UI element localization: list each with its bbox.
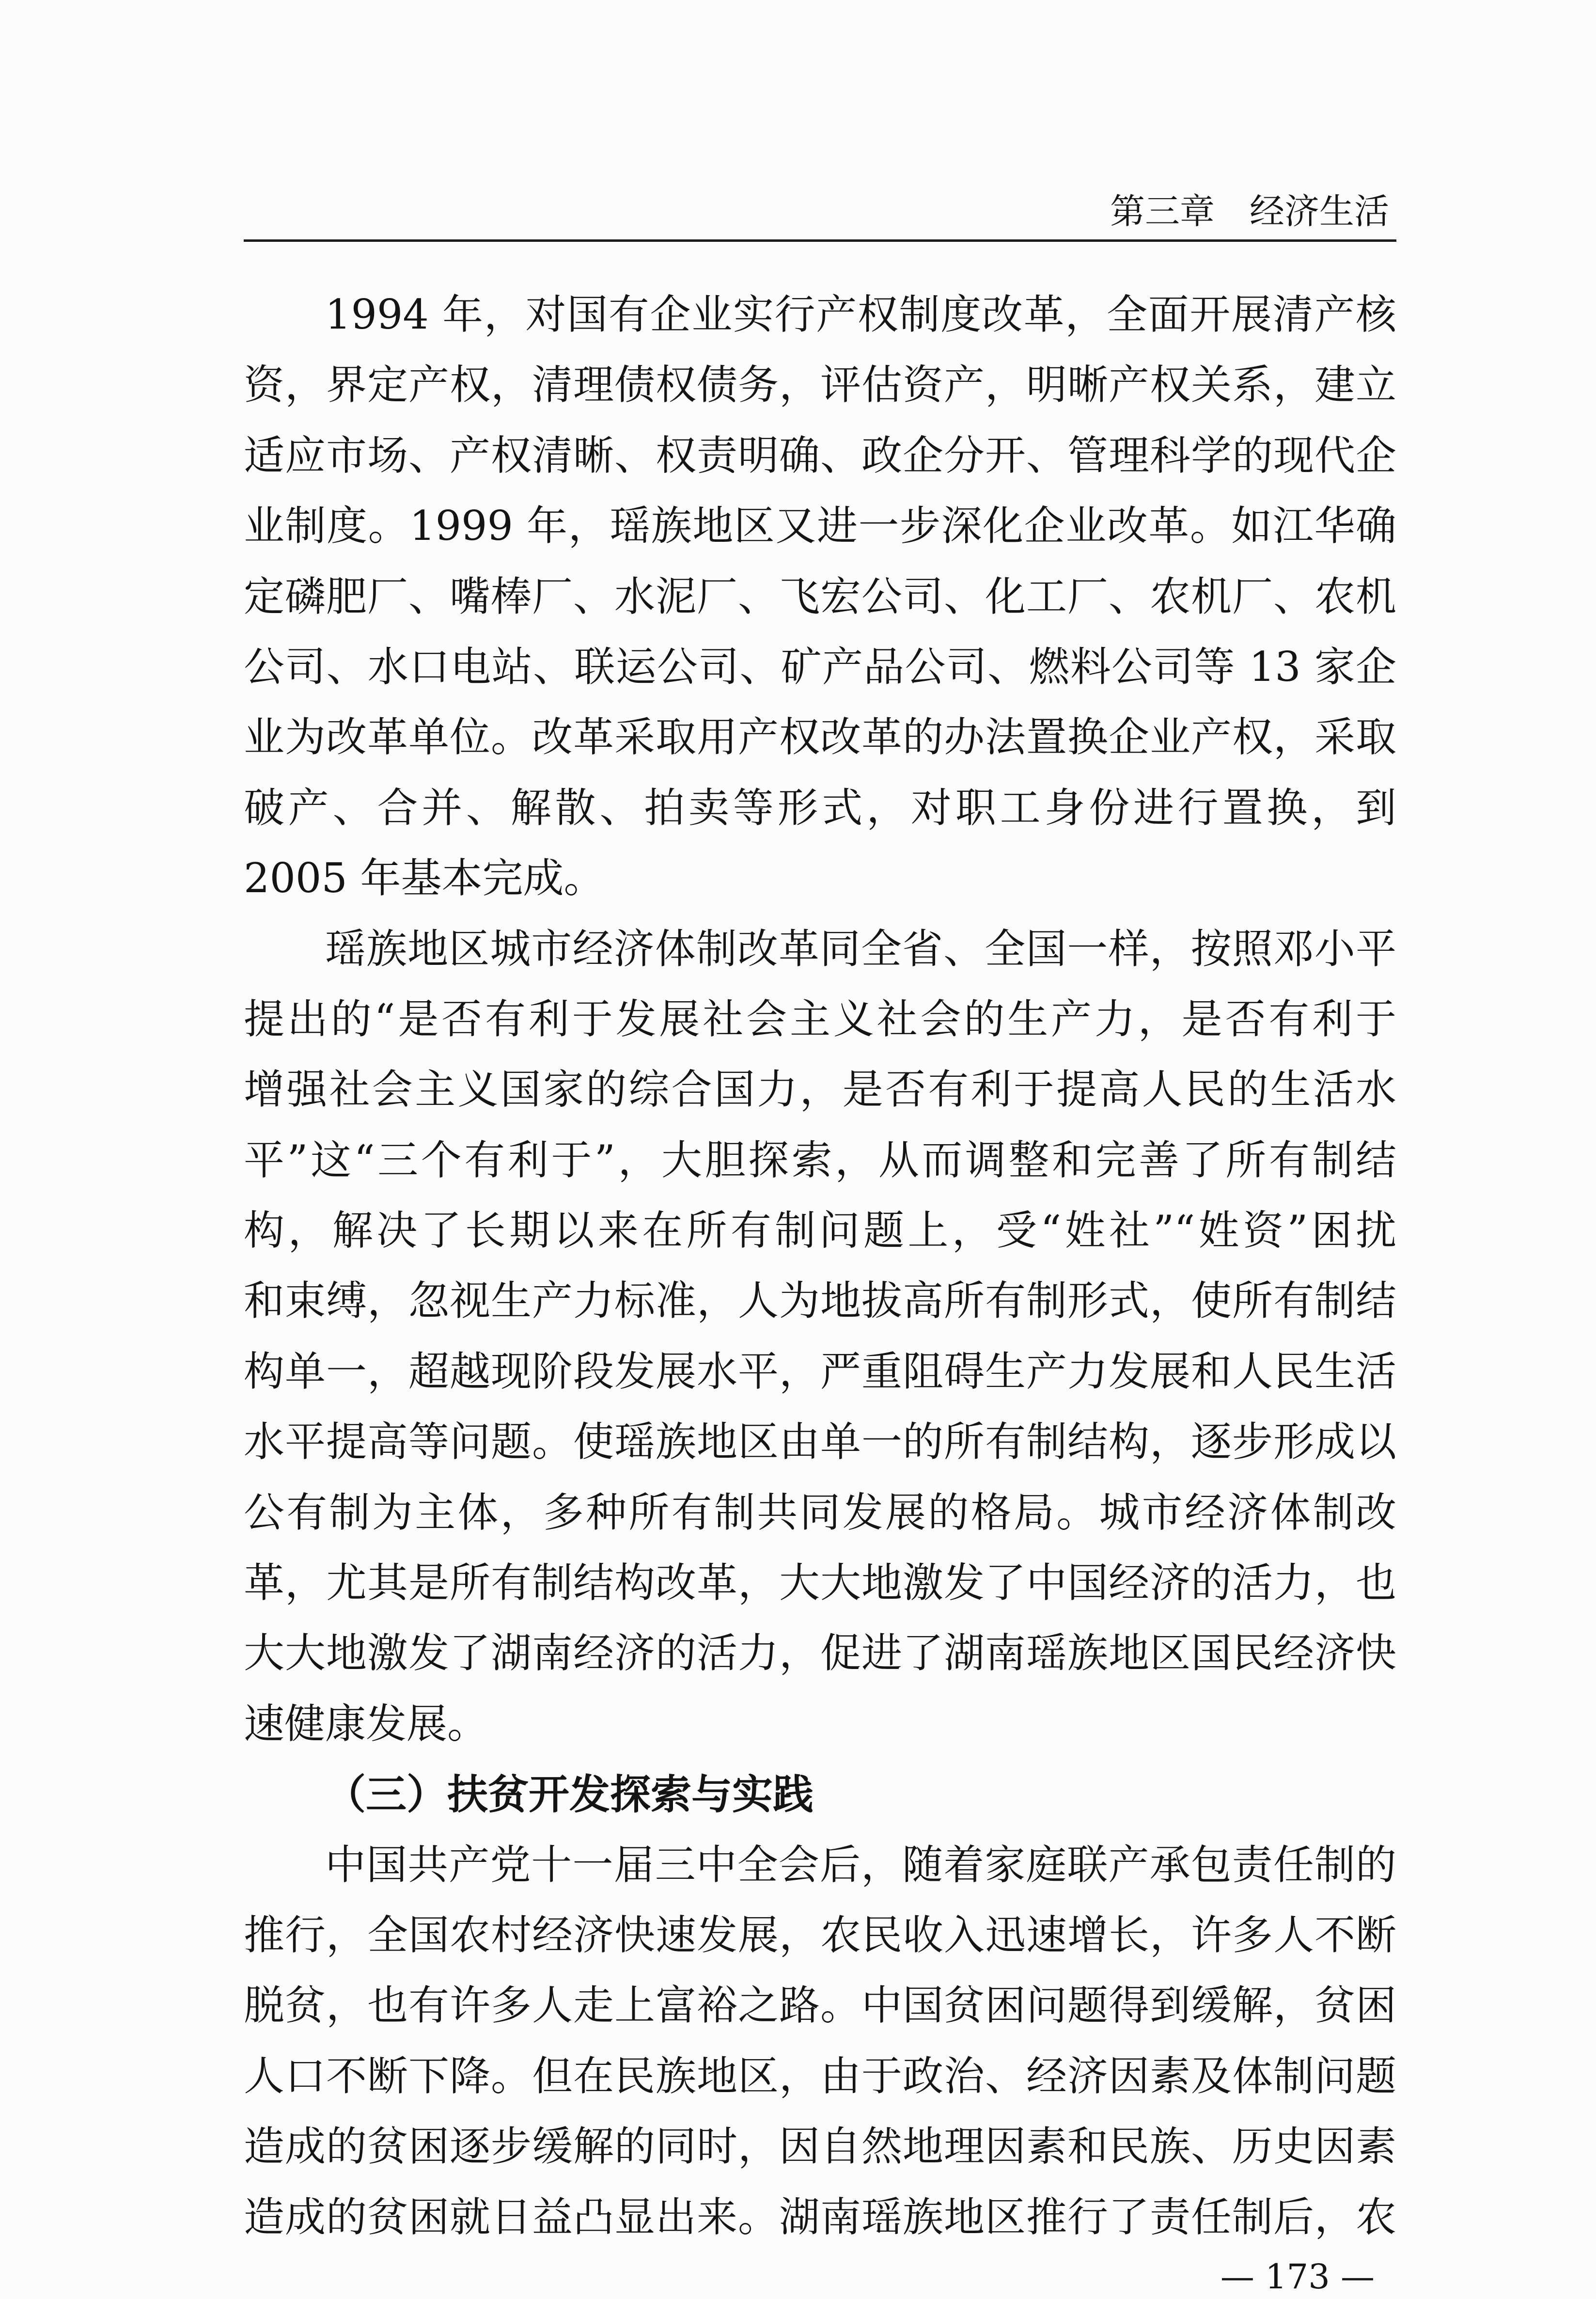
text-line: 公有制为主体，多种所有制共同发展的格局。城市经济体制改 bbox=[244, 1488, 1396, 1536]
text-line: 革，尤其是所有制结构改革，大大地激发了中国经济的活力，也 bbox=[244, 1559, 1396, 1607]
chapter-title: 经济生活 bbox=[1249, 191, 1389, 231]
text-line: 瑶族地区城市经济体制改革同全省、全国一样，按照邓小平 bbox=[325, 925, 1396, 973]
text-line: 1994 年，对国有企业实行产权制度改革，全面开展清产核 bbox=[325, 291, 1396, 338]
text-line: 中国共产党十一届三中全会后，随着家庭联产承包责任制的 bbox=[325, 1841, 1396, 1889]
text-line: 增强社会主义国家的综合国力，是否有利于提高人民的生活水 bbox=[244, 1066, 1396, 1114]
text-line: 脱贫，也有许多人走上富裕之路。中国贫困问题得到缓解，贫困 bbox=[244, 1982, 1396, 2030]
text-line: 构，解决了长期以来在所有制问题上，受“姓社”“姓资”困扰 bbox=[244, 1207, 1396, 1255]
text-line: 和束缚，忽视生产力标准，人为地拔高所有制形式，使所有制结 bbox=[244, 1277, 1396, 1325]
paragraph-3 bbox=[244, 1830, 1396, 2252]
text-line: 业制度。1999 年，瑶族地区又进一步深化企业改革。如江华确 bbox=[244, 502, 1396, 550]
text-line: 公司、水口电站、联运公司、矿产品公司、燃料公司等 13 家企 bbox=[244, 643, 1396, 691]
text-line: 水平提高等问题。使瑶族地区由单一的所有制结构，逐步形成以 bbox=[244, 1418, 1396, 1466]
text-line: 资，界定产权，清理债权债务，评估资产，明晰产权关系，建立 bbox=[244, 361, 1396, 409]
text-line: 破产、合并、解散、拍卖等形式，对职工身份进行置换，到 bbox=[244, 784, 1396, 832]
page-header bbox=[244, 191, 1389, 231]
text-line: 定磷肥厂、嘴棒厂、水泥厂、飞宏公司、化工厂、农机厂、农机 bbox=[244, 572, 1396, 620]
text-line: 平”这“三个有利于”，大胆探索，从而调整和完善了所有制结 bbox=[244, 1136, 1396, 1184]
text-line: 提出的“是否有利于发展社会主义社会的生产力，是否有利于 bbox=[244, 995, 1396, 1043]
section-heading: （三）扶贫开发探索与实践 bbox=[325, 1770, 814, 1819]
text-line: 造成的贫困就日益凸显出来。湖南瑶族地区推行了责任制后，农 bbox=[244, 2193, 1396, 2241]
body-text bbox=[244, 280, 1396, 2252]
page-number: — 173 — bbox=[1220, 2258, 1375, 2295]
paragraph-1 bbox=[244, 280, 1396, 914]
text-line: 推行，全国农村经济快速发展，农民收入迅速增长，许多人不断 bbox=[244, 1911, 1396, 1959]
text-line: 速健康发展。 bbox=[244, 1700, 488, 1748]
chapter-label: 第三章 bbox=[1110, 191, 1215, 231]
header-rule bbox=[244, 239, 1396, 242]
text-line: 业为改革单位。改革采取用产权改革的办法置换企业产权，采取 bbox=[244, 713, 1396, 761]
text-line: 适应市场、产权清晰、权责明确、政企分开、管理科学的现代企 bbox=[244, 431, 1396, 479]
text-line: 造成的贫困逐步缓解的同时，因自然地理因素和民族、历史因素 bbox=[244, 2123, 1396, 2171]
text-line: 人口不断下降。但在民族地区，由于政治、经济因素及体制问题 bbox=[244, 2052, 1396, 2100]
paragraph-2 bbox=[244, 914, 1396, 1760]
text-line: 大大地激发了湖南经济的活力，促进了湖南瑶族地区国民经济快 bbox=[244, 1629, 1396, 1677]
text-line: 构单一，超越现阶段发展水平，严重阻碍生产力发展和人民生活 bbox=[244, 1347, 1396, 1395]
text-line: 2005 年基本完成。 bbox=[244, 854, 605, 902]
